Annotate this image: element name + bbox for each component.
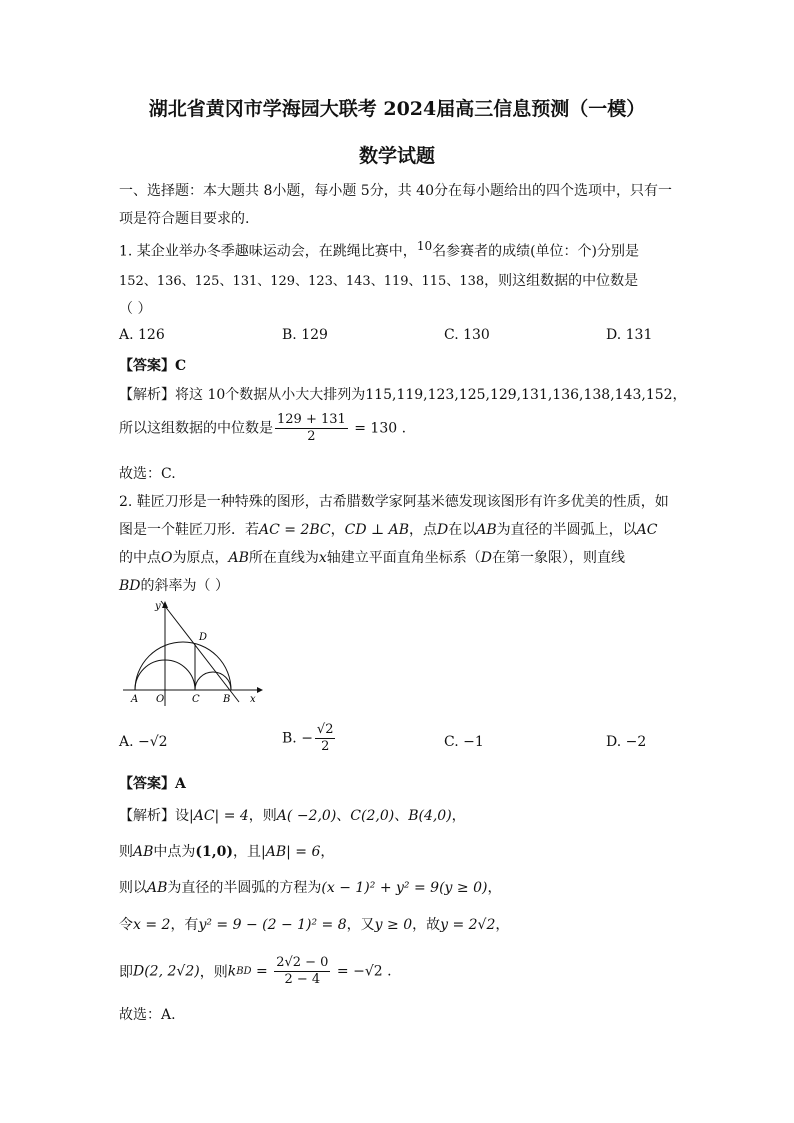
q2-l3-a: 的中点	[119, 550, 161, 566]
q2-l3-d: AB	[228, 550, 249, 566]
q2-a4-i: ，	[495, 917, 510, 933]
q2-a5-e: BD	[236, 966, 252, 977]
q1-conclusion: 故选：C.	[119, 466, 176, 482]
q2-option-d: D. −2	[606, 734, 647, 750]
q2-analysis-line4	[119, 914, 509, 934]
q2-a4-b: x = 2	[133, 917, 171, 933]
q1-option-a: A. 126	[119, 327, 165, 343]
q1-line1	[119, 239, 639, 261]
q2-a5-a: 即	[119, 964, 133, 981]
label-d: D	[199, 632, 208, 643]
q2-a1-g: 、	[394, 808, 409, 824]
q2-a2-e: ，且	[233, 844, 262, 860]
q2-option-b	[282, 722, 337, 755]
q1-option-c: C. 130	[444, 327, 490, 343]
q2-a2-c: 中点为	[153, 844, 196, 860]
section-heading-line1: 一、选择题：本大题共 8小题，每小题 5分，共 40分在每小题给出的四个选项中，只有一	[119, 183, 672, 199]
q1-analysis-line2	[119, 412, 406, 445]
q1-option-b: B. 129	[282, 327, 328, 343]
q1-median-text: 所以这组数据的中位数是	[119, 420, 273, 437]
q2-a5-d: k	[227, 963, 237, 980]
q2-l3-g: 轴建立平面直角坐标系（	[326, 550, 481, 566]
q2-a1-h: B(4,0)	[408, 808, 452, 824]
q2-l2-a: 图是一个鞋匠刀形．若	[119, 522, 259, 538]
q2-a1-f: C(2,0)	[350, 808, 395, 824]
q1-line2	[119, 270, 638, 290]
q2-a4-c: ，有	[170, 917, 199, 933]
arbelos-figure	[119, 598, 264, 710]
q2-l2-e: ，点	[409, 522, 438, 538]
label-x: x	[250, 694, 256, 705]
q1-frac-den: 2	[307, 429, 316, 444]
q2-a1-c: ，则	[248, 808, 277, 824]
q1-median-result: = 130 .	[349, 420, 407, 437]
q2-line1: 2. 鞋匠刀形是一种特殊的图形，古希腊数学家阿基米德发现该图形有许多优美的性质，如	[119, 494, 669, 510]
q1-text-a: 1. 某企业举办冬季趣味运动会，在跳绳比赛中，	[119, 243, 417, 260]
q2-option-b-prefix: B. −	[282, 730, 313, 747]
q2-a3-a: 则以	[119, 880, 147, 896]
q2-frac-den: 2 − 4	[284, 972, 321, 987]
q2-l3-c: 为原点，	[172, 550, 229, 566]
q2-a2-f: |AB| = 6	[261, 844, 321, 860]
q2-a1-a: 【解析】设	[119, 808, 189, 824]
q2-a1-b: |AC| = 4	[189, 808, 249, 824]
q2-analysis-line5	[119, 955, 392, 988]
q2-l2-h: AB	[476, 522, 497, 538]
q2-l3-h: D	[480, 550, 493, 566]
q1-option-d: D. 131	[606, 327, 653, 343]
q2-l2-g: 在以	[448, 522, 477, 538]
q2-a4-h: y = 2√2	[440, 917, 496, 933]
page-subtitle: 数学试题	[358, 145, 435, 167]
q1-answer: 【答案】C	[119, 358, 187, 374]
q2-l3-i: 在第一象限），则直线	[492, 550, 626, 566]
x-axis-arrow	[257, 687, 263, 693]
q2-a5-c: ，则	[199, 964, 228, 981]
q1-frac-num: 129 + 131	[277, 412, 346, 427]
q1-analysis-line1	[119, 384, 687, 404]
label-c: C	[192, 694, 200, 705]
q2-line3	[119, 547, 625, 567]
q2-a4-f: y ≥ 0	[374, 917, 413, 933]
semicircle-cb	[195, 672, 231, 690]
q2-a3-b: AB	[147, 880, 168, 896]
q1-data-list: 152、136、125、131、129、123、143、119、115、138	[119, 274, 485, 289]
q2-l2-i: 为直径的半圆弧上，以	[496, 522, 637, 538]
q2-frac-num: 2√2 − 0	[276, 955, 329, 970]
q2-l3-e: 所在直线为	[248, 550, 319, 566]
label-o: O	[156, 694, 165, 705]
q2-option-b-num: √2	[316, 722, 334, 737]
q2-a3-c: 为直径的半圆弧的方程为	[167, 880, 322, 896]
label-y: y	[155, 601, 161, 612]
q2-option-c: C. −1	[444, 734, 484, 750]
q1-text-c: ，则这组数据的中位数是	[484, 273, 639, 289]
q2-a3-d: (x − 1)² + y² = 9(y ≥ 0)	[321, 880, 488, 896]
q2-l2-c: ，	[330, 522, 345, 538]
q2-analysis-line1	[119, 805, 466, 825]
label-b: B	[223, 694, 231, 705]
q2-a4-a: 令	[119, 917, 133, 933]
q2-l4-b: 的斜率为（ ）	[140, 578, 229, 594]
q2-option-b-den: 2	[321, 739, 330, 754]
q2-a4-d: y² = 9 − (2 − 1)² = 8	[198, 917, 347, 933]
q2-a3-e: ，	[487, 880, 502, 896]
q2-a2-a: 则	[119, 844, 133, 860]
q2-l2-j: AC	[636, 522, 658, 538]
q2-analysis-line3	[119, 877, 501, 897]
q2-a2-d: (1,0)	[195, 844, 234, 860]
q1-bracket: （ ）	[119, 301, 152, 317]
q1-analysis-text: 【解析】将这 10个数据从小大大排列为	[119, 387, 366, 403]
line-bd	[161, 601, 239, 702]
q2-line2	[119, 519, 658, 539]
q2-a2-g: ，	[320, 844, 335, 860]
q1-sorted-list: 115,119,123,125,129,131,136,138,143,152	[365, 387, 673, 403]
q2-a4-e: ，又	[346, 917, 375, 933]
q2-a2-b: AB	[133, 844, 154, 860]
page-title: 湖北省黄冈市学海园大联考 2024届高三信息预测（一模）	[148, 98, 646, 120]
q2-l2-f: D	[437, 522, 449, 538]
label-a: A	[131, 694, 139, 705]
q1-count: 10	[416, 239, 433, 253]
q2-l4-a: BD	[119, 578, 141, 594]
q2-line4	[119, 575, 229, 595]
q2-conclusion: 故选：A.	[119, 1007, 176, 1023]
q2-a5-b: D(2, 2√2)	[133, 963, 200, 980]
q2-option-a: A. −√2	[119, 734, 168, 750]
section-heading-line2: 项是符合题目要求的.	[119, 211, 250, 227]
q1-median-fraction	[275, 412, 348, 445]
q2-l3-b: O	[161, 550, 173, 566]
q2-a1-e: 、	[336, 808, 351, 824]
q2-l3-f: x	[318, 550, 327, 566]
q2-answer: 【答案】A	[119, 776, 186, 792]
q2-option-b-fraction	[315, 722, 336, 755]
q2-a5-g: = −√2 .	[332, 963, 392, 980]
q2-a5-f: =	[251, 963, 273, 980]
q2-a4-g: ，故	[412, 917, 441, 933]
q2-l2-d: CD ⊥ AB	[344, 522, 410, 538]
q1-text-b: 名参赛者的成绩(单位：个)分别是	[432, 243, 640, 260]
q2-analysis-line2	[119, 841, 334, 861]
q2-a1-d: A( −2,0)	[276, 808, 337, 824]
q2-slope-fraction	[274, 955, 330, 988]
q2-a1-i: ，	[451, 808, 466, 824]
q1-analysis-comma: ，	[672, 387, 687, 403]
q2-l2-b: AC = 2BC	[259, 522, 331, 538]
